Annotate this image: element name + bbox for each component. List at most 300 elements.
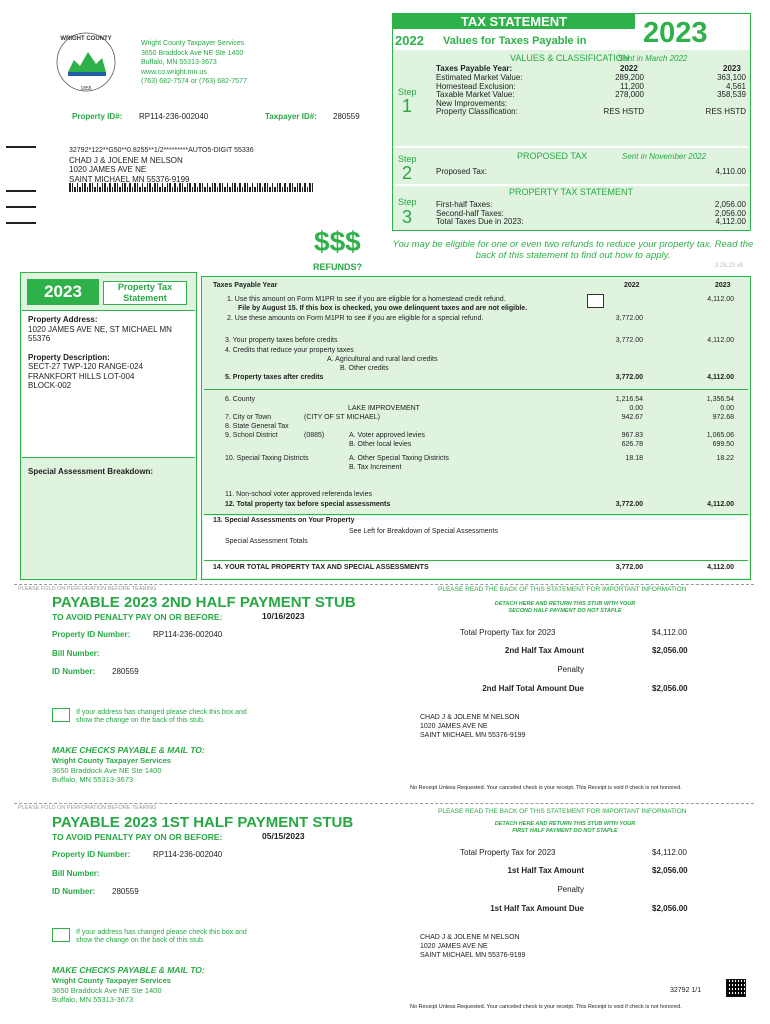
barcode-bar — [214, 183, 216, 192]
payable-year-big: 2023 — [643, 17, 708, 49]
property-id: RP114-236-002040 — [139, 112, 209, 121]
stub-avoid-label: TO AVOID PENALTY PAY ON OR BEFORE: — [52, 612, 223, 622]
barcode-bar — [259, 183, 261, 192]
property-desc1: SECT-27 TWP-120 RANGE-024 — [28, 362, 144, 371]
statement-title: TAX STATEMENT — [393, 14, 635, 29]
fold-mark — [6, 206, 36, 208]
postal-barcode — [69, 183, 314, 192]
stub-half: $2,056.00 — [652, 646, 688, 655]
taxpayer-id: 280559 — [333, 112, 360, 121]
tax-line-l7n: (CITY OF ST MICHAEL) — [304, 414, 380, 421]
no-receipt-notice: No Receipt Unless Requested. Your canceled check is your receipt. This Receipt is void if check is not honored. — [410, 1004, 682, 1010]
stub-due: $2,056.00 — [652, 684, 688, 693]
tax-line-l9A: A. Voter approved levies — [349, 432, 425, 439]
step1-row-label: Taxes Payable Year: — [436, 64, 513, 73]
tax-line-l5a: 3,772.00 — [615, 374, 643, 381]
tax-line-l1v: 4,112.00 — [707, 296, 734, 303]
barcode-bar — [262, 187, 264, 192]
stub-title: PAYABLE 2023 2ND HALF PAYMENT STUB — [52, 594, 356, 611]
step3-row — [436, 209, 748, 218]
barcode-bar — [182, 183, 184, 192]
barcode-bar — [167, 183, 169, 192]
barcode-bar — [134, 183, 136, 192]
tax-line-l4: 4. Credits that reduce your property taxes — [225, 347, 354, 354]
tax-line-l10A: A. Other Special Taxing Districts — [349, 455, 449, 462]
tax-line-lakeb: 0.00 — [720, 405, 734, 412]
step3-label: Step — [398, 197, 417, 207]
tax-line-l7b: 972.68 — [712, 414, 734, 421]
barcode-bar — [84, 183, 86, 192]
tax-line-l9Ab: 1,065.06 — [706, 432, 734, 439]
barcode-bar — [109, 183, 111, 192]
tax-line-l8: 8. State General Tax — [225, 423, 289, 430]
tax-line-l14: 14. YOUR TOTAL PROPERTY TAX AND SPECIAL ASSESSMENTS — [213, 564, 429, 571]
stub-pid-label: Property ID Number: — [52, 850, 131, 859]
page-number: 32792 1/1 — [670, 987, 702, 994]
barcode-bar — [274, 187, 276, 192]
tax-line-l5b: 4,112.00 — [707, 374, 734, 381]
tax-line-l7: 7. City or Town — [225, 414, 272, 421]
step3-row-label: First-half Taxes: — [436, 200, 493, 209]
barcode-bar — [142, 183, 144, 192]
barcode-bar — [177, 187, 179, 192]
stub-detach-2: SECOND HALF PAYMENT DO NOT STAPLE — [508, 608, 622, 614]
fold-mark — [6, 190, 36, 192]
barcode-bar — [307, 187, 309, 192]
barcode-bar — [227, 183, 229, 192]
refunds-label: REFUNDS? — [313, 262, 362, 272]
read-back-notice: PLEASE READ THE BACK OF THIS STATEMENT FOR IMPORTANT INFORMATION — [438, 586, 687, 593]
step1-row — [436, 99, 748, 108]
stub-due-date: 05/15/2023 — [262, 831, 305, 841]
table-head: Taxes Payable Year — [213, 282, 278, 289]
barcode-bar — [202, 183, 204, 192]
county-info — [141, 39, 247, 87]
step1-row-2022: 11,200 — [620, 81, 644, 91]
address-change-text1: If your address has changed please check this box and — [76, 709, 247, 716]
barcode-bar — [219, 183, 221, 192]
stub-bill-label: Bill Number: — [52, 869, 100, 878]
barcode-bar — [189, 183, 191, 192]
stub-addr2: 1020 JAMES AVE NE — [420, 723, 488, 730]
barcode-bar — [69, 183, 71, 192]
step1-label: Step — [398, 87, 417, 97]
special-assessment-label: Special Assessment Breakdown: — [28, 467, 154, 476]
stub-penalty-label: Penalty — [557, 665, 584, 674]
divider — [204, 514, 748, 515]
step1-row — [436, 90, 748, 99]
barcode-bar — [139, 187, 141, 192]
tax-line-l9Bb: 699.50 — [712, 441, 734, 448]
barcode-bar — [242, 187, 244, 192]
stub-due-label: 1st Half Tax Amount Due — [490, 904, 584, 913]
barcode-bar — [172, 187, 174, 192]
barcode-bar — [152, 187, 154, 192]
stub-addr1: CHAD J & JOLENE M NELSON — [420, 934, 520, 941]
values-text: Values for Taxes Payable in — [443, 35, 587, 47]
barcode-bar — [284, 183, 286, 192]
stub-detach-2: FIRST HALF PAYMENT DO NOT STAPLE — [512, 828, 618, 834]
barcode-bar — [207, 183, 209, 192]
step2-sent: Sent in November 2022 — [622, 152, 707, 161]
tax-line-l1a: 1. Use this amount on Form M1PR to see if you are eligible for a homestead credit refund. — [227, 296, 506, 303]
stub-avoid-label: TO AVOID PENALTY PAY ON OR BEFORE: — [52, 832, 223, 842]
stub-bill-label: Bill Number: — [52, 649, 100, 658]
perforation-line — [14, 803, 754, 804]
barcode-bar — [304, 183, 306, 192]
tax-line-l14a: 3,772.00 — [615, 564, 643, 571]
step1-row-label: Homestead Exclusion: — [436, 81, 516, 91]
barcode-bar — [174, 183, 176, 192]
step1-row-2023: 363,100 — [717, 73, 746, 82]
stub-penalty-label: Penalty — [557, 885, 584, 894]
barcode-bar — [124, 183, 126, 192]
step2-number: 2 — [402, 163, 413, 183]
stub-total: $4,112.00 — [652, 628, 687, 637]
step3-row-label: Total Taxes Due in 2023: — [436, 217, 524, 226]
barcode-bar — [114, 183, 116, 192]
qr-code — [726, 979, 746, 997]
stub-title: PAYABLE 2023 1ST HALF PAYMENT STUB — [52, 814, 354, 831]
property-address: 1020 JAMES AVE NE, ST MICHAEL MN 55376 — [28, 324, 172, 343]
perforation-line — [14, 584, 754, 585]
stub-id: 280559 — [112, 887, 139, 896]
step1-row-2022: 289,200 — [615, 73, 644, 82]
table-col-2023: 2023 — [715, 282, 731, 289]
version-code: 3.28.23 v8 — [715, 263, 744, 269]
address-change-checkbox[interactable] — [52, 928, 70, 942]
make-checks-label: MAKE CHECKS PAYABLE & MAIL TO: — [52, 745, 205, 755]
tax-line-l6b: 1,356.54 — [706, 396, 734, 403]
svg-text:WRIGHT COUNTY: WRIGHT COUNTY — [60, 36, 112, 42]
step1-row-label: Estimated Market Value: — [436, 73, 523, 82]
barcode-bar — [99, 187, 101, 192]
barcode-bar — [292, 183, 294, 192]
refunds-text: You may be eligible for one or even two refunds to reduce your property tax. Read the back of this statement to find out how to apply. — [392, 239, 754, 261]
stub-half-label: 1st Half Tax Amount — [507, 866, 584, 875]
barcode-bar — [289, 183, 291, 192]
step1-row-label: Taxable Market Value: — [436, 90, 515, 99]
step3-title: PROPERTY TAX STATEMENT — [509, 187, 634, 197]
tax-line-l12: 12. Total property tax before special assessments — [225, 501, 391, 508]
barcode-bar — [267, 183, 269, 192]
barcode-bar — [97, 183, 99, 192]
step1-sent: Sent in March 2022 — [618, 54, 688, 63]
divider — [204, 389, 748, 390]
tax-line-l9Ba: 626.78 — [621, 441, 643, 448]
tax-line-l11: 11. Non-school voter approved referenda levies — [225, 491, 372, 498]
barcode-bar — [279, 183, 281, 192]
barcode-bar — [229, 187, 231, 192]
barcode-bar — [197, 187, 199, 192]
mail-to-1: Wright County Taxpayer Services — [52, 976, 171, 985]
tax-line-l6a: 1,216.54 — [615, 396, 643, 403]
barcode-bar — [269, 187, 271, 192]
tax-line-l10Aa: 18.18 — [625, 455, 643, 462]
stub-pid-label: Property ID Number: — [52, 630, 131, 639]
property-id-label: Property ID#: — [72, 112, 123, 121]
fold-mark — [6, 146, 36, 148]
step1-row-label: Property Classification: — [436, 107, 518, 116]
step1-row-2023: 4,561 — [725, 81, 746, 91]
stub-pid: RP114-236-002040 — [153, 850, 223, 859]
tax-line-l4b: B. Other credits — [340, 365, 389, 372]
tax-line-l7a: 942.67 — [621, 414, 643, 421]
fold-notice: PLEASE FOLD ON PERFORATION BEFORE TEARING — [18, 586, 157, 592]
barcode-bar — [222, 183, 224, 192]
barcode-bar — [159, 187, 161, 192]
barcode-bar — [194, 183, 196, 192]
step1-rows — [436, 73, 748, 116]
step1-row-2022: RES HSTD — [603, 107, 644, 116]
barcode-bar — [77, 183, 79, 192]
address-change-text1: If your address has changed please check this box and — [76, 929, 247, 936]
tax-line-l10Ab: 18.22 — [716, 455, 734, 462]
barcode-bar — [217, 187, 219, 192]
tax-line-l12b: 4,112.00 — [707, 501, 734, 508]
tax-line-l3b: 4,112.00 — [707, 337, 734, 344]
tax-line-l10B: B. Tax Increment — [349, 464, 402, 471]
tax-line-l1b: File by August 15. If this box is checked, you owe delinquent taxes and are not eligible. — [238, 305, 528, 312]
proposed-tax-value: 4,110.00 — [715, 167, 746, 176]
tax-line-l6: 6. County — [225, 396, 255, 403]
stub-addr1: CHAD J & JOLENE M NELSON — [420, 714, 520, 721]
barcode-bar — [132, 187, 134, 192]
barcode-bar — [192, 187, 194, 192]
barcode-bar — [164, 187, 166, 192]
barcode-bar — [299, 183, 301, 192]
barcode-bar — [199, 183, 201, 192]
barcode-bar — [169, 183, 171, 192]
barcode-bar — [264, 183, 266, 192]
barcode-bar — [247, 183, 249, 192]
county-seal — [48, 30, 128, 94]
left-title2: Statement — [123, 293, 167, 303]
barcode-bar — [122, 183, 124, 192]
taxpayer-id-label: Taxpayer ID#: — [265, 112, 317, 121]
delinquent-checkbox[interactable] — [587, 294, 604, 308]
county-phone: (763) 682-7574 or (763) 682-7577 — [141, 78, 247, 85]
mail-to-2: 3650 Braddock Ave NE Ste 1400 — [52, 986, 162, 995]
stub-half-label: 2nd Half Tax Amount — [504, 646, 584, 655]
property-info — [28, 315, 178, 391]
barcode-bar — [237, 187, 239, 192]
left-title1: Property Tax — [117, 282, 173, 292]
stub-detach-1: DETACH HERE AND RETURN THIS STUB WITH YOUR — [494, 821, 636, 827]
barcode-bar — [312, 183, 314, 192]
barcode-bar — [127, 187, 129, 192]
tax-line-lakea: 0.00 — [629, 405, 643, 412]
step2-title: PROPOSED TAX — [517, 151, 588, 161]
barcode-bar — [239, 183, 241, 192]
stub-addr2: 1020 JAMES AVE NE — [420, 943, 488, 950]
stub-due-label: 2nd Half Total Amount Due — [482, 684, 584, 693]
barcode-bar — [137, 183, 139, 192]
barcode-bar — [179, 183, 181, 192]
barcode-bar — [252, 183, 254, 192]
step1-row — [436, 73, 748, 82]
barcode-bar — [212, 183, 214, 192]
barcode-bar — [72, 183, 74, 192]
tax-line-l4a: A. Agricultural and rural land credits — [327, 356, 438, 363]
fold-notice: PLEASE FOLD ON PERFORATION BEFORE TEARING — [18, 805, 157, 811]
mail-to-2: 3650 Braddock Ave NE Ste 1400 — [52, 766, 162, 775]
mail-line1: CHAD J & JOLENE M NELSON — [69, 155, 183, 165]
barcode-bar — [147, 183, 149, 192]
address-change-text2: show the change on the back of this stub. — [76, 717, 205, 724]
barcode-bar — [129, 183, 131, 192]
tax-line-l2v: 3,772.00 — [615, 315, 643, 322]
barcode-bar — [187, 183, 189, 192]
barcode-bar — [204, 187, 206, 192]
barcode-bar — [82, 183, 84, 192]
tax-line-l13n: See Left for Breakdown of Special Assessments — [349, 528, 499, 535]
county-web[interactable]: www.co.wright.mn.us — [141, 68, 207, 76]
proposed-tax-label: Proposed Tax: — [436, 167, 487, 176]
barcode-bar — [287, 187, 289, 192]
stub-id-label: ID Number: — [52, 667, 96, 676]
step3-row-value: 2,056.00 — [714, 208, 746, 218]
address-change-text2: show the change on the back of this stub. — [76, 937, 205, 944]
county-office: Wright County Taxpayer Services — [141, 40, 245, 47]
barcode-bar — [74, 187, 76, 192]
property-desc2: FRANKFORT HILLS LOT-004 — [28, 371, 135, 381]
barcode-bar — [112, 187, 114, 192]
mail-line3: SAINT MICHAEL MN 55376-9199 — [69, 174, 190, 184]
property-desc-label: Property Description: — [28, 352, 110, 362]
step3-row-label: Second-half Taxes: — [436, 208, 504, 218]
left-year: 2023 — [27, 279, 99, 305]
step3-rows — [436, 200, 748, 226]
tax-line-l3a: 3,772.00 — [615, 337, 643, 344]
stub-total: $4,112.00 — [652, 848, 687, 857]
barcode-bar — [294, 187, 296, 192]
step1-title: VALUES & CLASSIFICATION — [510, 53, 630, 63]
barcode-bar — [119, 187, 121, 192]
barcode-bar — [282, 187, 284, 192]
tax-line-l12a: 3,772.00 — [615, 501, 643, 508]
barcode-bar — [254, 187, 256, 192]
step1-col-2023: 2023 — [723, 64, 741, 73]
step1-row-2022: 278,000 — [615, 90, 644, 99]
barcode-bar — [277, 183, 279, 192]
barcode-bar — [224, 187, 226, 192]
stub-total-label: Total Property Tax for 2023 — [460, 628, 556, 637]
barcode-bar — [302, 187, 304, 192]
barcode-bar — [154, 183, 156, 192]
tax-line-l2: 2. Use these amounts on Form M1PR to see if you are eligible for a special refund. — [227, 315, 484, 322]
stub-total-label: Total Property Tax for 2023 — [460, 848, 556, 857]
step1-col-2022: 2022 — [620, 64, 638, 73]
barcode-bar — [144, 187, 146, 192]
tax-line-l14b: 4,112.00 — [707, 564, 734, 571]
barcode-bar — [94, 187, 96, 192]
barcode-bar — [234, 183, 236, 192]
no-receipt-notice: No Receipt Unless Requested. Your canceled check is your receipt. This Receipt is void if check is not honored. — [410, 785, 682, 791]
barcode-bar — [107, 187, 109, 192]
barcode-bar — [117, 183, 119, 192]
county-addr1: 3650 Braddock Ave NE Ste 1400 — [141, 49, 244, 57]
barcode-bar — [232, 183, 234, 192]
barcode-bar — [102, 183, 104, 192]
step1-row-label: New Improvements: — [436, 98, 508, 108]
table-col-2022: 2022 — [624, 282, 640, 289]
step1-row — [436, 82, 748, 91]
mail-line2: 1020 JAMES AVE NE — [69, 165, 147, 174]
tax-line-l9n: (0885) — [304, 432, 325, 439]
left-title — [103, 281, 187, 305]
county-addr2: Buffalo, MN 55313-3673 — [141, 59, 217, 66]
values-year: 2022 — [395, 33, 424, 48]
fold-mark — [6, 222, 36, 224]
step1-row-2023: 358,539 — [717, 90, 746, 99]
tax-line-l10: 10. Special Taxing Districts — [225, 455, 309, 462]
mail-to-3: Buffalo, MN 55313-3673 — [52, 775, 134, 784]
address-change-checkbox[interactable] — [52, 708, 70, 722]
step1-number: 1 — [402, 96, 413, 116]
step3-row-value: 2,056.00 — [714, 200, 746, 209]
barcode-bar — [184, 187, 186, 192]
barcode-bar — [249, 187, 251, 192]
barcode-bar — [244, 183, 246, 192]
stub-2nd-half — [0, 592, 770, 792]
stub-addr3: SAINT MICHAEL MN 55376-9199 — [420, 952, 526, 959]
barcode-bar — [92, 183, 94, 192]
tax-line-l3: 3. Your property taxes before credits — [225, 337, 338, 344]
tax-line-l9Aa: 967.83 — [621, 432, 643, 439]
barcode-bar — [104, 183, 106, 192]
step3-row-value: 4,112.00 — [715, 217, 746, 226]
tax-line-lake: LAKE IMPROVEMENT — [348, 405, 420, 412]
mail-to-1: Wright County Taxpayer Services — [52, 756, 171, 765]
barcode-bar — [157, 183, 159, 192]
barcode-bar — [257, 183, 259, 192]
tax-line-l13t: Special Assessment Totals — [225, 538, 308, 545]
step3-row — [436, 200, 748, 209]
step1-row — [436, 107, 748, 116]
barcode-bar — [309, 183, 311, 192]
tax-line-l9B: B. Other local levies — [349, 441, 412, 448]
mailing-address — [69, 146, 254, 184]
tax-line-l13: 13. Special Assessments on Your Property — [213, 517, 355, 524]
stub-addr3: SAINT MICHAEL MN 55376-9199 — [420, 732, 526, 739]
step2-label: Step — [398, 154, 417, 164]
barcode-bar — [89, 183, 91, 192]
stub-id: 280559 — [112, 667, 139, 676]
property-desc3: BLOCK-002 — [28, 381, 72, 390]
svg-text:1855: 1855 — [80, 86, 92, 92]
barcode-bar — [272, 183, 274, 192]
mail-to-3: Buffalo, MN 55313-3673 — [52, 995, 134, 1004]
barcode-bar — [209, 187, 211, 192]
stub-detach-1: DETACH HERE AND RETURN THIS STUB WITH YOUR — [494, 601, 636, 607]
tax-line-l5: 5. Property taxes after credits — [225, 374, 324, 381]
stub-pid: RP114-236-002040 — [153, 630, 223, 639]
step1-row-2023: RES HSTD — [705, 107, 746, 116]
property-address-label: Property Address: — [28, 315, 98, 324]
stub-half: $2,056.00 — [652, 866, 688, 875]
make-checks-label: MAKE CHECKS PAYABLE & MAIL TO: — [52, 965, 205, 975]
barcode-bar — [162, 183, 164, 192]
refunds-dollars: $$$ — [314, 226, 361, 257]
step3-number: 3 — [402, 207, 413, 227]
stub-id-label: ID Number: — [52, 887, 96, 896]
stub-1st-half — [0, 812, 770, 1024]
barcode-bar — [149, 183, 151, 192]
divider — [204, 560, 748, 561]
tax-line-l9: 9. School District — [225, 432, 278, 439]
stub-due-date: 10/16/2023 — [262, 611, 305, 621]
